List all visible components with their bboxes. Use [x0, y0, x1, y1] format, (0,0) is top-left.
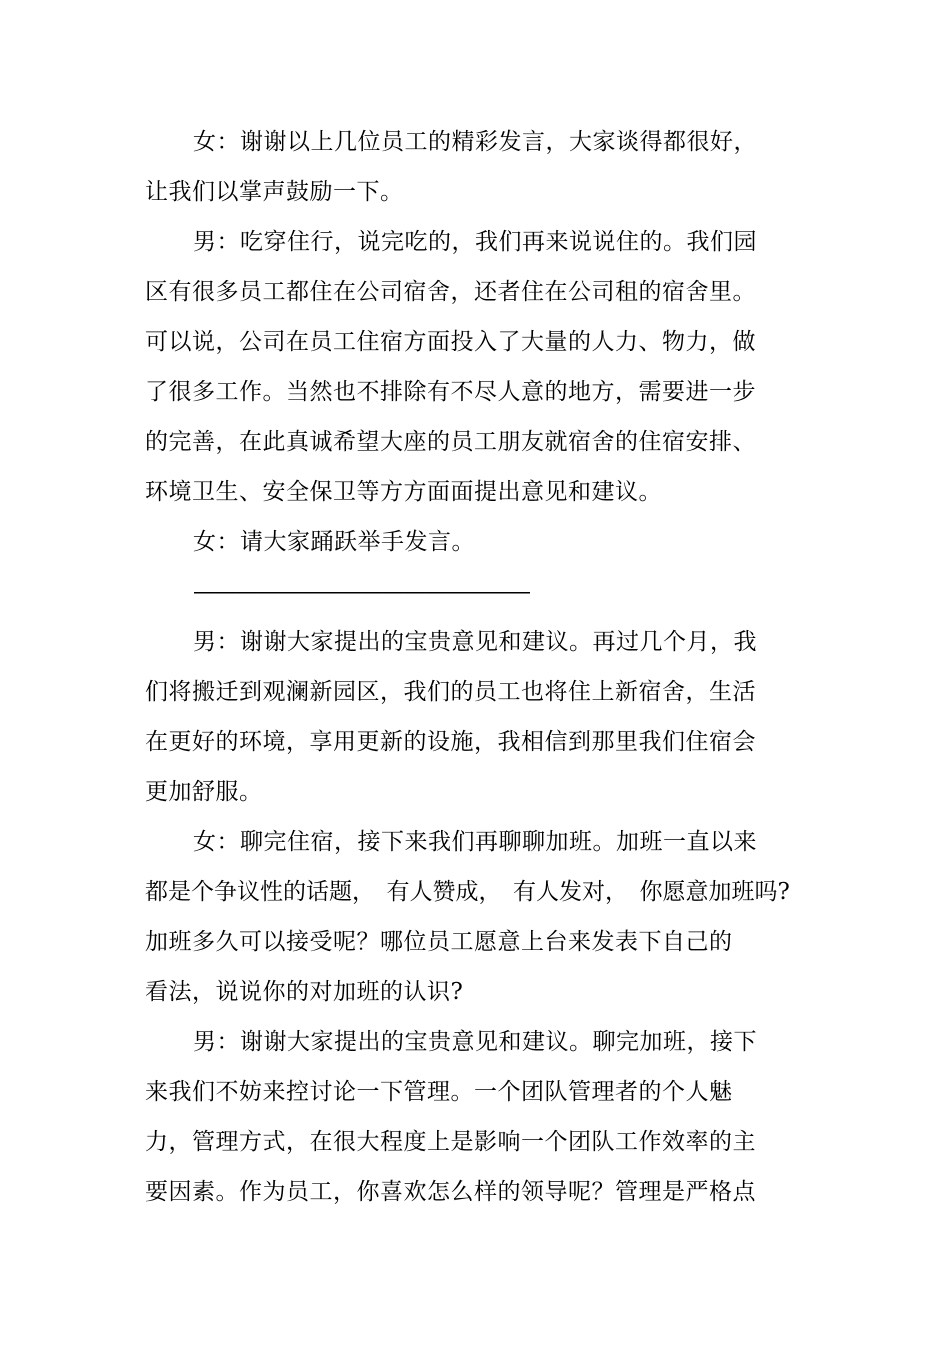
text-line: 女：聊完住宿，接下来我们再聊聊加班。加班一直以来 [193, 829, 757, 855]
text-line: 了很多工作。当然也不排除有不尽人意的地方，需要进一步 [145, 379, 756, 405]
text-line: 更加舒服。 [145, 779, 263, 805]
text-line: 环境卫生、安全保卫等方方面面提出意见和建议。 [145, 479, 662, 505]
text-line: 女：请大家踊跃举手发言。 [193, 529, 475, 555]
text-line: 男：吃穿住行，说完吃的，我们再来说说住的。我们园 [193, 229, 757, 255]
text-line: 要因素。作为员工，你喜欢怎么样的领导呢？管理是严格点 [145, 1179, 756, 1205]
text-line: 们将搬迁到观澜新园区，我们的员工也将住上新宿舍，生活 [145, 679, 756, 705]
text-line: 让我们以掌声鼓励一下。 [145, 179, 404, 205]
text-line: 都是个争议性的话题， 有人赞成， 有人发对， 你愿意加班吗? [145, 879, 790, 905]
text-line: 的完善，在此真诚希望大座的员工朋友就宿舍的住宿安排、 [145, 429, 756, 455]
separator-line: ———————————————— [193, 579, 529, 605]
text-line: 在更好的环境，享用更新的设施，我相信到那里我们住宿会 [145, 729, 756, 755]
text-line: 男：谢谢大家提出的宝贵意见和建议。再过几个月，我 [193, 629, 757, 655]
text-line: 区有很多员工都住在公司宿舍，还者住在公司租的宿舍里。 [145, 279, 756, 305]
text-line: 加班多久可以接受呢？哪位员工愿意上台来发表下自己的 [145, 929, 733, 955]
text-line: 来我们不妨来控讨论一下管理。一个团队管理者的个人魅 [145, 1079, 733, 1105]
text-line: 女：谢谢以上几位员工的精彩发言，大家谈得都很好， [193, 129, 757, 155]
text-line: 力，管理方式，在很大程度上是影响一个团队工作效率的主 [145, 1129, 756, 1155]
text-line: 看法，说说你的对加班的认识? [145, 979, 464, 1005]
text-line: 可以说，公司在员工住宿方面投入了大量的人力、物力，做 [145, 329, 756, 355]
text-line: 男：谢谢大家提出的宝贵意见和建议。聊完加班，接下 [193, 1029, 757, 1055]
